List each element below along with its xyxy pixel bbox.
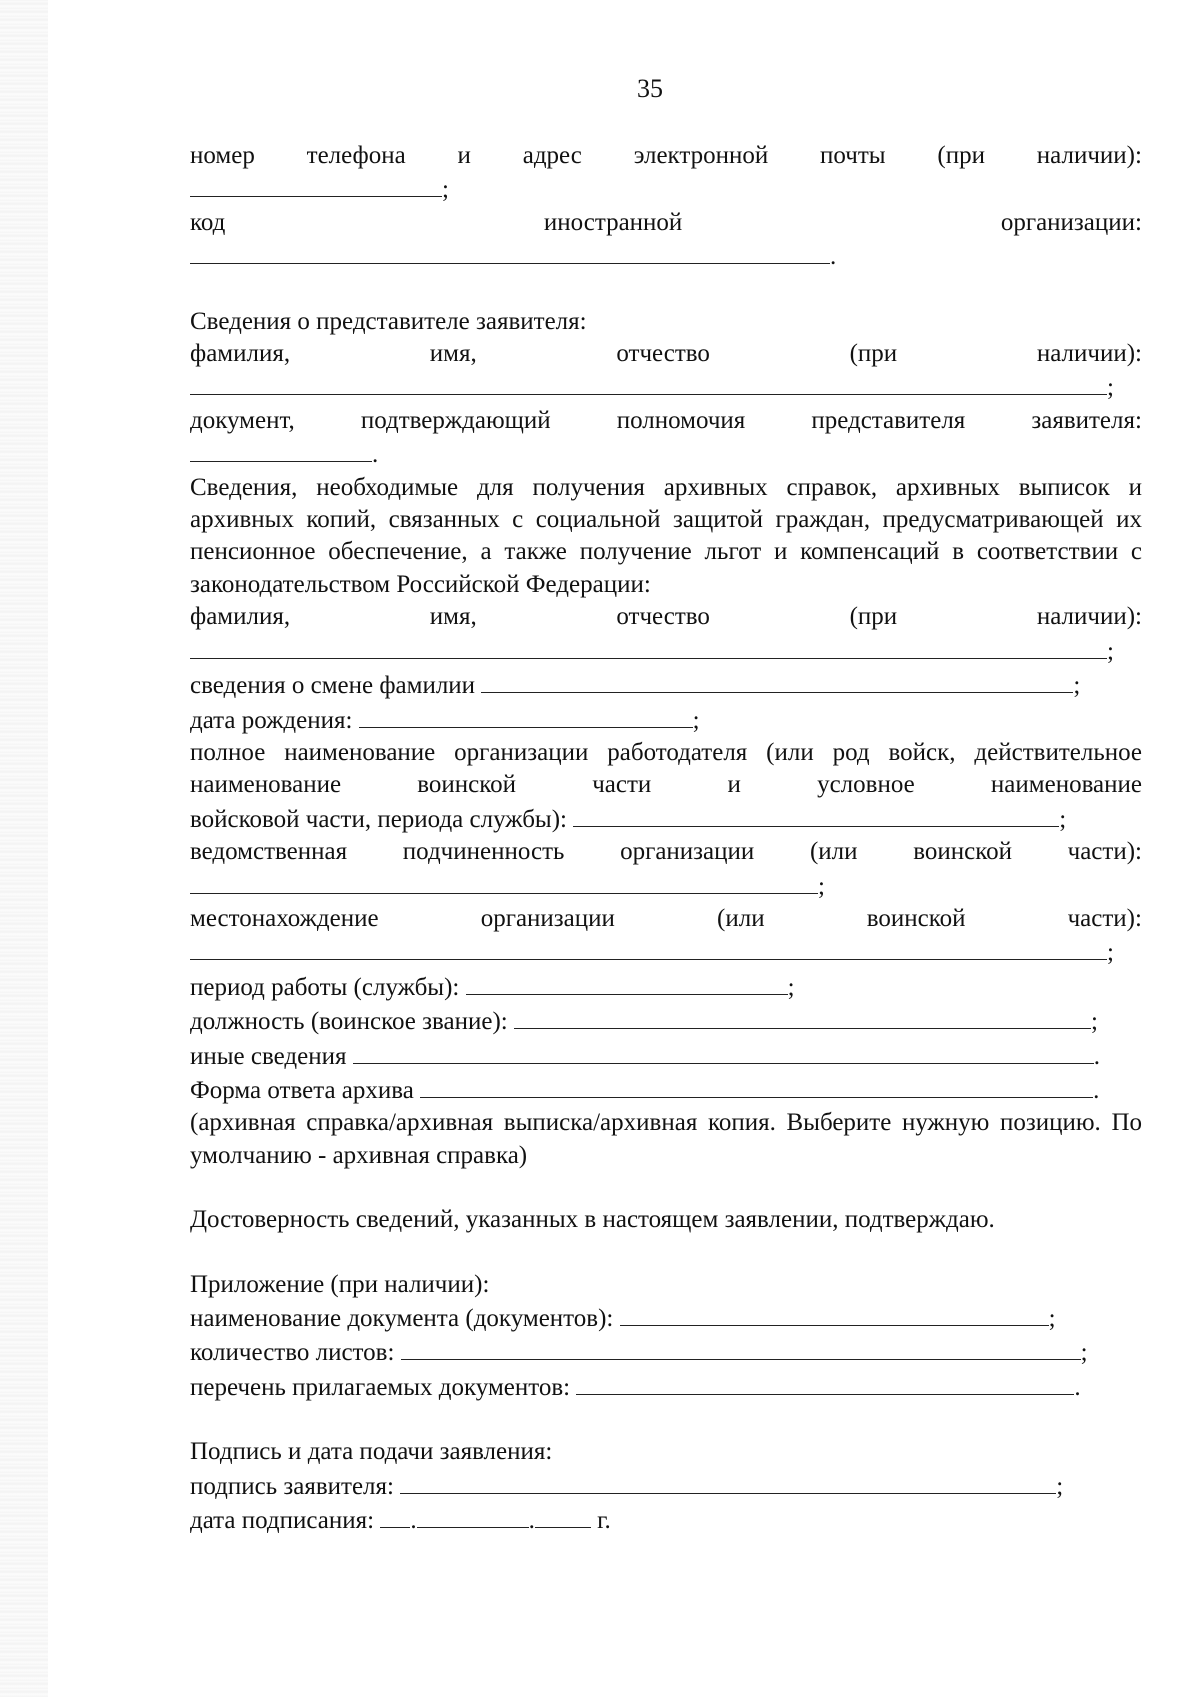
- representative-document-row: .: [190, 437, 1142, 471]
- page-number: 35: [637, 74, 663, 103]
- birth-date-field[interactable]: [359, 703, 693, 728]
- position-row: должность (воинское звание): ;: [190, 1004, 1142, 1038]
- phone-email-field[interactable]: [190, 172, 442, 197]
- phone-email-label: номер телефона и адрес электронной почты (при наличии):: [190, 142, 1142, 169]
- other-info-field[interactable]: [353, 1039, 1094, 1064]
- employer-last-label: войсковой части, периода службы):: [190, 805, 567, 833]
- signature-heading: Подпись и дата подачи заявления:: [190, 1438, 553, 1466]
- work-period-label: период работы (службы):: [190, 973, 460, 1001]
- archive-info-intro: Сведения, необходимые для получения архивных справок, архивных выписок и архивных копий, связанных с социальной защитой граждан, предусматривающей их пенсионное обеспечение, а также получение льгот и компенсаций в соответствии с законодательством Российской Федерации:: [190, 473, 1142, 598]
- signing-date-label: дата подписания:: [190, 1507, 375, 1535]
- representative-fio-field[interactable]: [190, 370, 1107, 395]
- employer-field[interactable]: [573, 802, 1059, 827]
- signing-date-day-field[interactable]: [380, 1503, 410, 1528]
- foreign-code-label: код иностранной организации:: [190, 208, 1142, 236]
- representative-document-label: документ, подтверждающий полномочия представителя заявителя:: [190, 406, 1142, 434]
- archive-fio-field[interactable]: [190, 634, 1107, 659]
- work-period-row: период работы (службы): ;: [190, 970, 1142, 1004]
- signature-label: подпись заявителя:: [190, 1472, 394, 1500]
- answer-form-field[interactable]: [420, 1073, 1093, 1098]
- location-row: ;: [190, 935, 1142, 969]
- surname-change-row: сведения о смене фамилии ;: [190, 668, 1142, 702]
- subordination-label: ведомственная подчиненность организации (или воинской части):: [190, 838, 1142, 866]
- attachment-list-row: перечень прилагаемых документов: .: [190, 1370, 1142, 1404]
- signing-date-suffix: г.: [597, 1507, 611, 1535]
- work-period-field[interactable]: [466, 970, 788, 995]
- position-field[interactable]: [514, 1004, 1091, 1029]
- representative-fio-row: ;: [190, 370, 1142, 404]
- attachment-doc-name-label: наименование документа (документов):: [190, 1305, 614, 1332]
- scan-edge-artifact: [0, 0, 48, 1697]
- attachment-list-field[interactable]: [576, 1370, 1074, 1395]
- location-label: местонахождение организации (или воинской части):: [190, 904, 1142, 932]
- subordination-row: ;: [190, 869, 1142, 903]
- subordination-field[interactable]: [190, 869, 818, 894]
- attachments-heading: Приложение (при наличии):: [190, 1270, 490, 1298]
- other-info-label: иные сведения: [190, 1042, 347, 1070]
- signing-date-month-field[interactable]: [417, 1503, 529, 1528]
- birth-date-row: дата рождения: ;: [190, 703, 1142, 737]
- signing-date-year-field[interactable]: [535, 1503, 591, 1528]
- location-field[interactable]: [190, 935, 1107, 960]
- representative-document-field[interactable]: [190, 437, 372, 462]
- confirmation-statement: Достоверность сведений, указанных в настоящем заявлении, подтверждаю.: [190, 1206, 995, 1234]
- signature-field[interactable]: [400, 1469, 1056, 1494]
- answer-form-row: Форма ответа архива .: [190, 1073, 1142, 1107]
- archive-fio-row: ;: [190, 634, 1142, 668]
- employer-label: полное наименование организации работодателя (или род войск, действительное наименование воинской части и условное наименование: [190, 738, 1142, 799]
- application-form: [190, 140, 1142, 1537]
- answer-form-hint: (архивная справка/архивная выписка/архивная копия. Выберите нужную позицию. По умолчанию - архивная справка): [190, 1109, 1142, 1169]
- representative-fio-label: фамилия, имя, отчество (при наличии):: [190, 340, 1142, 368]
- surname-change-field[interactable]: [481, 668, 1073, 693]
- birth-date-label: дата рождения:: [190, 706, 353, 734]
- phone-email-row: ;: [190, 172, 1142, 206]
- attachment-doc-name-field[interactable]: [620, 1301, 1049, 1326]
- signing-date-row: дата подписания: . . г.: [190, 1503, 1142, 1537]
- attachment-list-label: перечень прилагаемых документов:: [190, 1373, 571, 1401]
- attachment-doc-name-row: наименование документа (документов): ;: [190, 1301, 1142, 1335]
- other-info-row: иные сведения .: [190, 1039, 1142, 1073]
- archive-fio-label: фамилия, имя, отчество (при наличии):: [190, 603, 1142, 631]
- attachment-sheets-row: количество листов: ;: [190, 1335, 1142, 1369]
- attachment-sheets-field[interactable]: [401, 1335, 1081, 1360]
- signature-row: подпись заявителя: ;: [190, 1469, 1142, 1503]
- representative-heading: Сведения о представителе заявителя:: [190, 307, 587, 335]
- answer-form-label: Форма ответа архива: [190, 1076, 414, 1104]
- position-label: должность (воинское звание):: [190, 1008, 508, 1036]
- employer-row: войсковой части, периода службы): ;: [190, 802, 1142, 836]
- foreign-code-row: .: [190, 239, 1142, 273]
- surname-change-label: сведения о смене фамилии: [190, 672, 476, 700]
- attachment-sheets-label: количество листов:: [190, 1339, 395, 1367]
- foreign-code-field[interactable]: [190, 239, 830, 264]
